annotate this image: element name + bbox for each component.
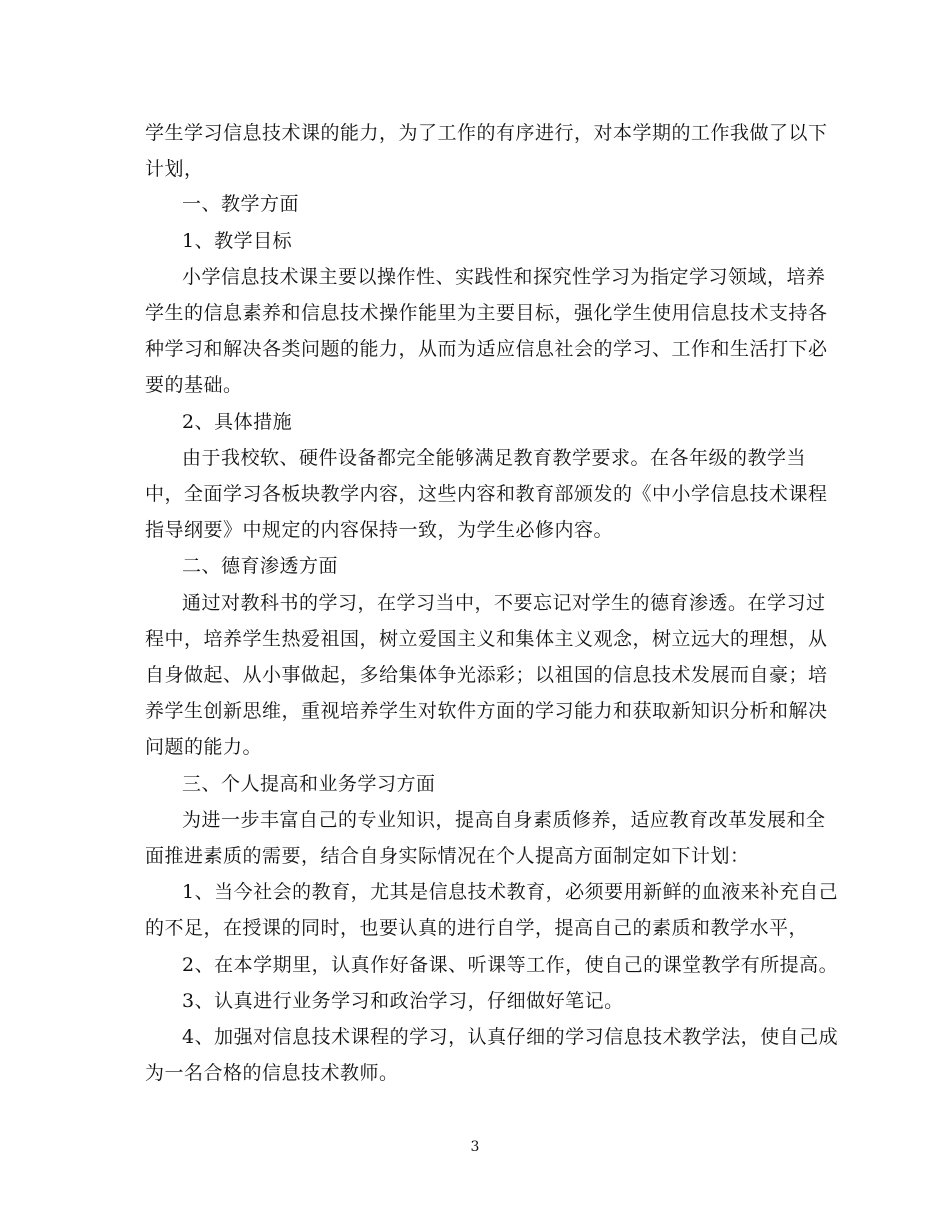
body-text-line: 程中，培养学生热爱祖国，树立爱国主义和集体主义观念，树立远大的理想，从 bbox=[145, 628, 828, 650]
body-text-line: 中，全面学习各板块教学内容，这些内容和教育部颁发的《中小学信息技术课程 bbox=[145, 483, 828, 505]
body-text-line: 面推进素质的需要，结合自身实际情况在个人提高方面制定如下计划： bbox=[145, 845, 750, 867]
section-heading: 二、德育渗透方面 bbox=[182, 555, 339, 577]
body-text-line: 问题的能力。 bbox=[145, 736, 263, 758]
body-text-line: 学生的信息素养和信息技术操作能里为主要目标，强化学生使用信息技术支持各 bbox=[145, 302, 828, 324]
section-heading: 三、个人提高和业务学习方面 bbox=[182, 773, 436, 795]
body-text-line: 自身做起、从小事做起，多给集体争光添彩；以祖国的信息技术发展而自豪；培 bbox=[145, 664, 828, 686]
list-item-line: 1、当今社会的教育，尤其是信息技术教育，必须要用新鲜的血液来补充自己 bbox=[182, 881, 839, 903]
list-item-line: 3、认真进行业务学习和政治学习，仔细做好笔记。 bbox=[182, 990, 624, 1012]
list-item-line: 的不足，在授课的同时，也要认真的进行自学，提高自己的素质和教学水平， bbox=[145, 917, 809, 939]
body-text-line: 计划， bbox=[145, 158, 204, 180]
body-text-line: 种学习和解决各类问题的能力，从而为适应信息社会的学习、工作和生活打下必 bbox=[145, 338, 828, 360]
body-text-line: 小学信息技术课主要以操作性、实践性和探究性学习为指定学习领域，培养 bbox=[182, 266, 826, 288]
body-text-line: 养学生创新思维，重视培养学生对软件方面的学习能力和获取新知识分析和解决 bbox=[145, 700, 828, 722]
body-text-line: 由于我校软、硬件设备都完全能够满足教育教学要求。在各年级的教学当 bbox=[182, 447, 807, 469]
body-text-line: 要的基础。 bbox=[145, 374, 243, 396]
section-heading: 一、教学方面 bbox=[182, 193, 300, 215]
body-text-line: 学生学习信息技术课的能力，为了工作的有序进行，对本学期的工作我做了以下 bbox=[145, 122, 828, 144]
list-item-line: 为一名合格的信息技术教师。 bbox=[145, 1062, 399, 1084]
subsection-heading: 1、教学目标 bbox=[182, 230, 293, 252]
subsection-heading: 2、具体措施 bbox=[182, 411, 293, 433]
list-item-line: 2、在本学期里，认真作好备课、听课等工作，使自己的课堂教学有所提高。 bbox=[182, 954, 839, 976]
body-text-line: 通过对教科书的学习，在学习当中，不要忘记对学生的德育渗透。在学习过 bbox=[182, 592, 826, 614]
page-number: 3 bbox=[470, 1139, 480, 1155]
list-item-line: 4、加强对信息技术课程的学习，认真仔细的学习信息技术教学法，使自己成 bbox=[182, 1026, 839, 1048]
body-text-line: 为进一步丰富自己的专业知识，提高自身素质修养，适应教育改革发展和全 bbox=[182, 809, 826, 831]
body-text-line: 指导纲要》中规定的内容保持一致，为学生必修内容。 bbox=[145, 519, 614, 541]
